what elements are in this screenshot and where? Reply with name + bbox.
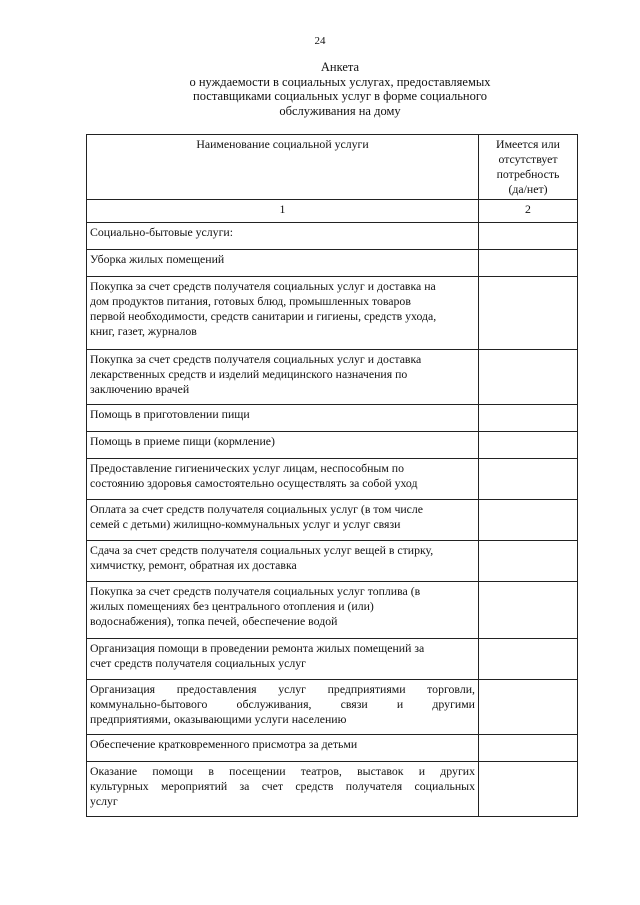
need-answer-cell[interactable] — [479, 735, 578, 762]
page-number: 24 — [314, 35, 326, 47]
service-name-line: состоянию здоровья самостоятельно осуществлять за собой уход — [90, 476, 418, 490]
column-number-2: 2 — [479, 200, 578, 223]
table-header-row — [87, 135, 578, 200]
service-name-line: Помощь в приготовлении пищи — [90, 407, 250, 421]
need-answer-cell[interactable] — [479, 541, 578, 582]
table-row — [87, 405, 578, 432]
service-name-cell — [87, 735, 479, 762]
document-heading — [170, 60, 510, 118]
service-name-cell — [87, 459, 479, 500]
service-name-line: Помощь в приеме пищи (кормление) — [90, 434, 275, 448]
table-row — [87, 735, 578, 762]
need-answer-cell[interactable] — [479, 277, 578, 350]
table-row — [87, 277, 578, 350]
service-name-line: услуг — [90, 794, 118, 808]
service-name-cell — [87, 405, 479, 432]
table-row — [87, 350, 578, 405]
service-name-line: Социально-бытовые услуги: — [90, 225, 233, 239]
service-name-line: Сдача за счет средств получателя социальных услуг вещей в стирку, — [90, 543, 434, 557]
service-name-cell — [87, 432, 479, 459]
table-row — [87, 582, 578, 639]
service-name-line: Оплата за счет средств получателя социальных услуг (в том числе — [90, 502, 424, 516]
table-row — [87, 680, 578, 735]
heading-line: поставщиками социальных услуг в форме социального — [193, 89, 487, 103]
table-row — [87, 223, 578, 250]
service-name-cell — [87, 223, 479, 250]
table-row — [87, 762, 578, 817]
service-name-line: книг, газет, журналов — [90, 324, 197, 338]
column-header-service-name: Наименование социальной услуги — [87, 135, 479, 200]
need-answer-cell[interactable] — [479, 459, 578, 500]
service-name-line: лекарственных средств и изделий медицинского назначения по — [90, 367, 408, 381]
service-name-line: предприятиями, оказывающими услуги населению — [90, 712, 347, 726]
need-answer-cell[interactable] — [479, 639, 578, 680]
service-name-line: Обеспечение кратковременного присмотра за детьми — [90, 737, 358, 751]
service-name-line: заключению врачей — [90, 382, 190, 396]
column-header-need-line: Имеется или — [496, 137, 560, 151]
table-row — [87, 459, 578, 500]
column-header-need-line: отсутствует — [498, 152, 558, 166]
need-answer-cell[interactable] — [479, 680, 578, 735]
service-name-cell — [87, 582, 479, 639]
service-name-cell — [87, 250, 479, 277]
social-services-table — [86, 134, 578, 817]
need-answer-cell[interactable] — [479, 500, 578, 541]
service-name-line: жилых помещениях без центрального отопления и (или) — [90, 599, 374, 613]
service-name-line: дом продуктов питания, готовых блюд, промышленных товаров — [90, 294, 411, 308]
service-name-cell — [87, 277, 479, 350]
column-header-need-line: (да/нет) — [508, 182, 548, 196]
heading-title: Анкета — [320, 60, 360, 74]
column-header-need-line: потребность — [496, 167, 560, 181]
service-name-line: счет средств получателя социальных услуг — [90, 656, 306, 670]
service-name-cell — [87, 541, 479, 582]
service-name-line: Предоставление гигиенических услуг лицам, неспособным по — [90, 461, 404, 475]
service-name-line: Уборка жилых помещений — [90, 252, 225, 266]
need-answer-cell[interactable] — [479, 405, 578, 432]
service-name-line: Оказание помощи в посещении театров, выставок и других — [90, 764, 475, 778]
service-name-line: Организация предоставления услуг предприятиями торговли, — [90, 682, 475, 696]
heading-line: обслуживания на дому — [279, 103, 401, 118]
column-number-row — [87, 200, 578, 223]
service-name-line: Организация помощи в проведении ремонта жилых помещений за — [90, 641, 425, 655]
service-name-line: Покупка за счет средств получателя социальных услуг топлива (в — [90, 584, 421, 598]
service-name-line: культурных мероприятий за счет средств получателя социальных — [90, 779, 475, 793]
column-number-1: 1 — [87, 200, 479, 223]
service-name-cell — [87, 680, 479, 735]
service-name-cell — [87, 350, 479, 405]
need-answer-cell[interactable] — [479, 223, 578, 250]
service-name-line: Покупка за счет средств получателя социальных услуг и доставка — [90, 352, 422, 366]
service-name-cell — [87, 639, 479, 680]
service-name-line: водоснабжения), топка печей, обеспечение водой — [90, 614, 338, 628]
table-row — [87, 541, 578, 582]
service-name-line: Покупка за счет средств получателя социальных услуг и доставка на — [90, 279, 436, 293]
service-name-line: коммунально-бытового обслуживания, связи и другими — [90, 697, 475, 711]
service-name-line: семей с детьми) жилищно-коммунальных услуг и услуг связи — [90, 517, 401, 531]
service-name-cell — [87, 762, 479, 817]
need-answer-cell[interactable] — [479, 250, 578, 277]
need-answer-cell[interactable] — [479, 432, 578, 459]
heading-line: о нуждаемости в социальных услугах, предоставляемых — [189, 74, 491, 89]
table-row — [87, 639, 578, 680]
service-name-cell — [87, 500, 479, 541]
service-name-line: химчистку, ремонт, обратная их доставка — [90, 558, 297, 572]
table-row — [87, 250, 578, 277]
table-row — [87, 432, 578, 459]
need-answer-cell[interactable] — [479, 350, 578, 405]
service-name-line: первой необходимости, средств санитарии и гигиены, средств ухода, — [90, 309, 437, 323]
table-row — [87, 500, 578, 541]
need-answer-cell[interactable] — [479, 762, 578, 817]
need-answer-cell[interactable] — [479, 582, 578, 639]
column-header-need — [479, 135, 578, 200]
